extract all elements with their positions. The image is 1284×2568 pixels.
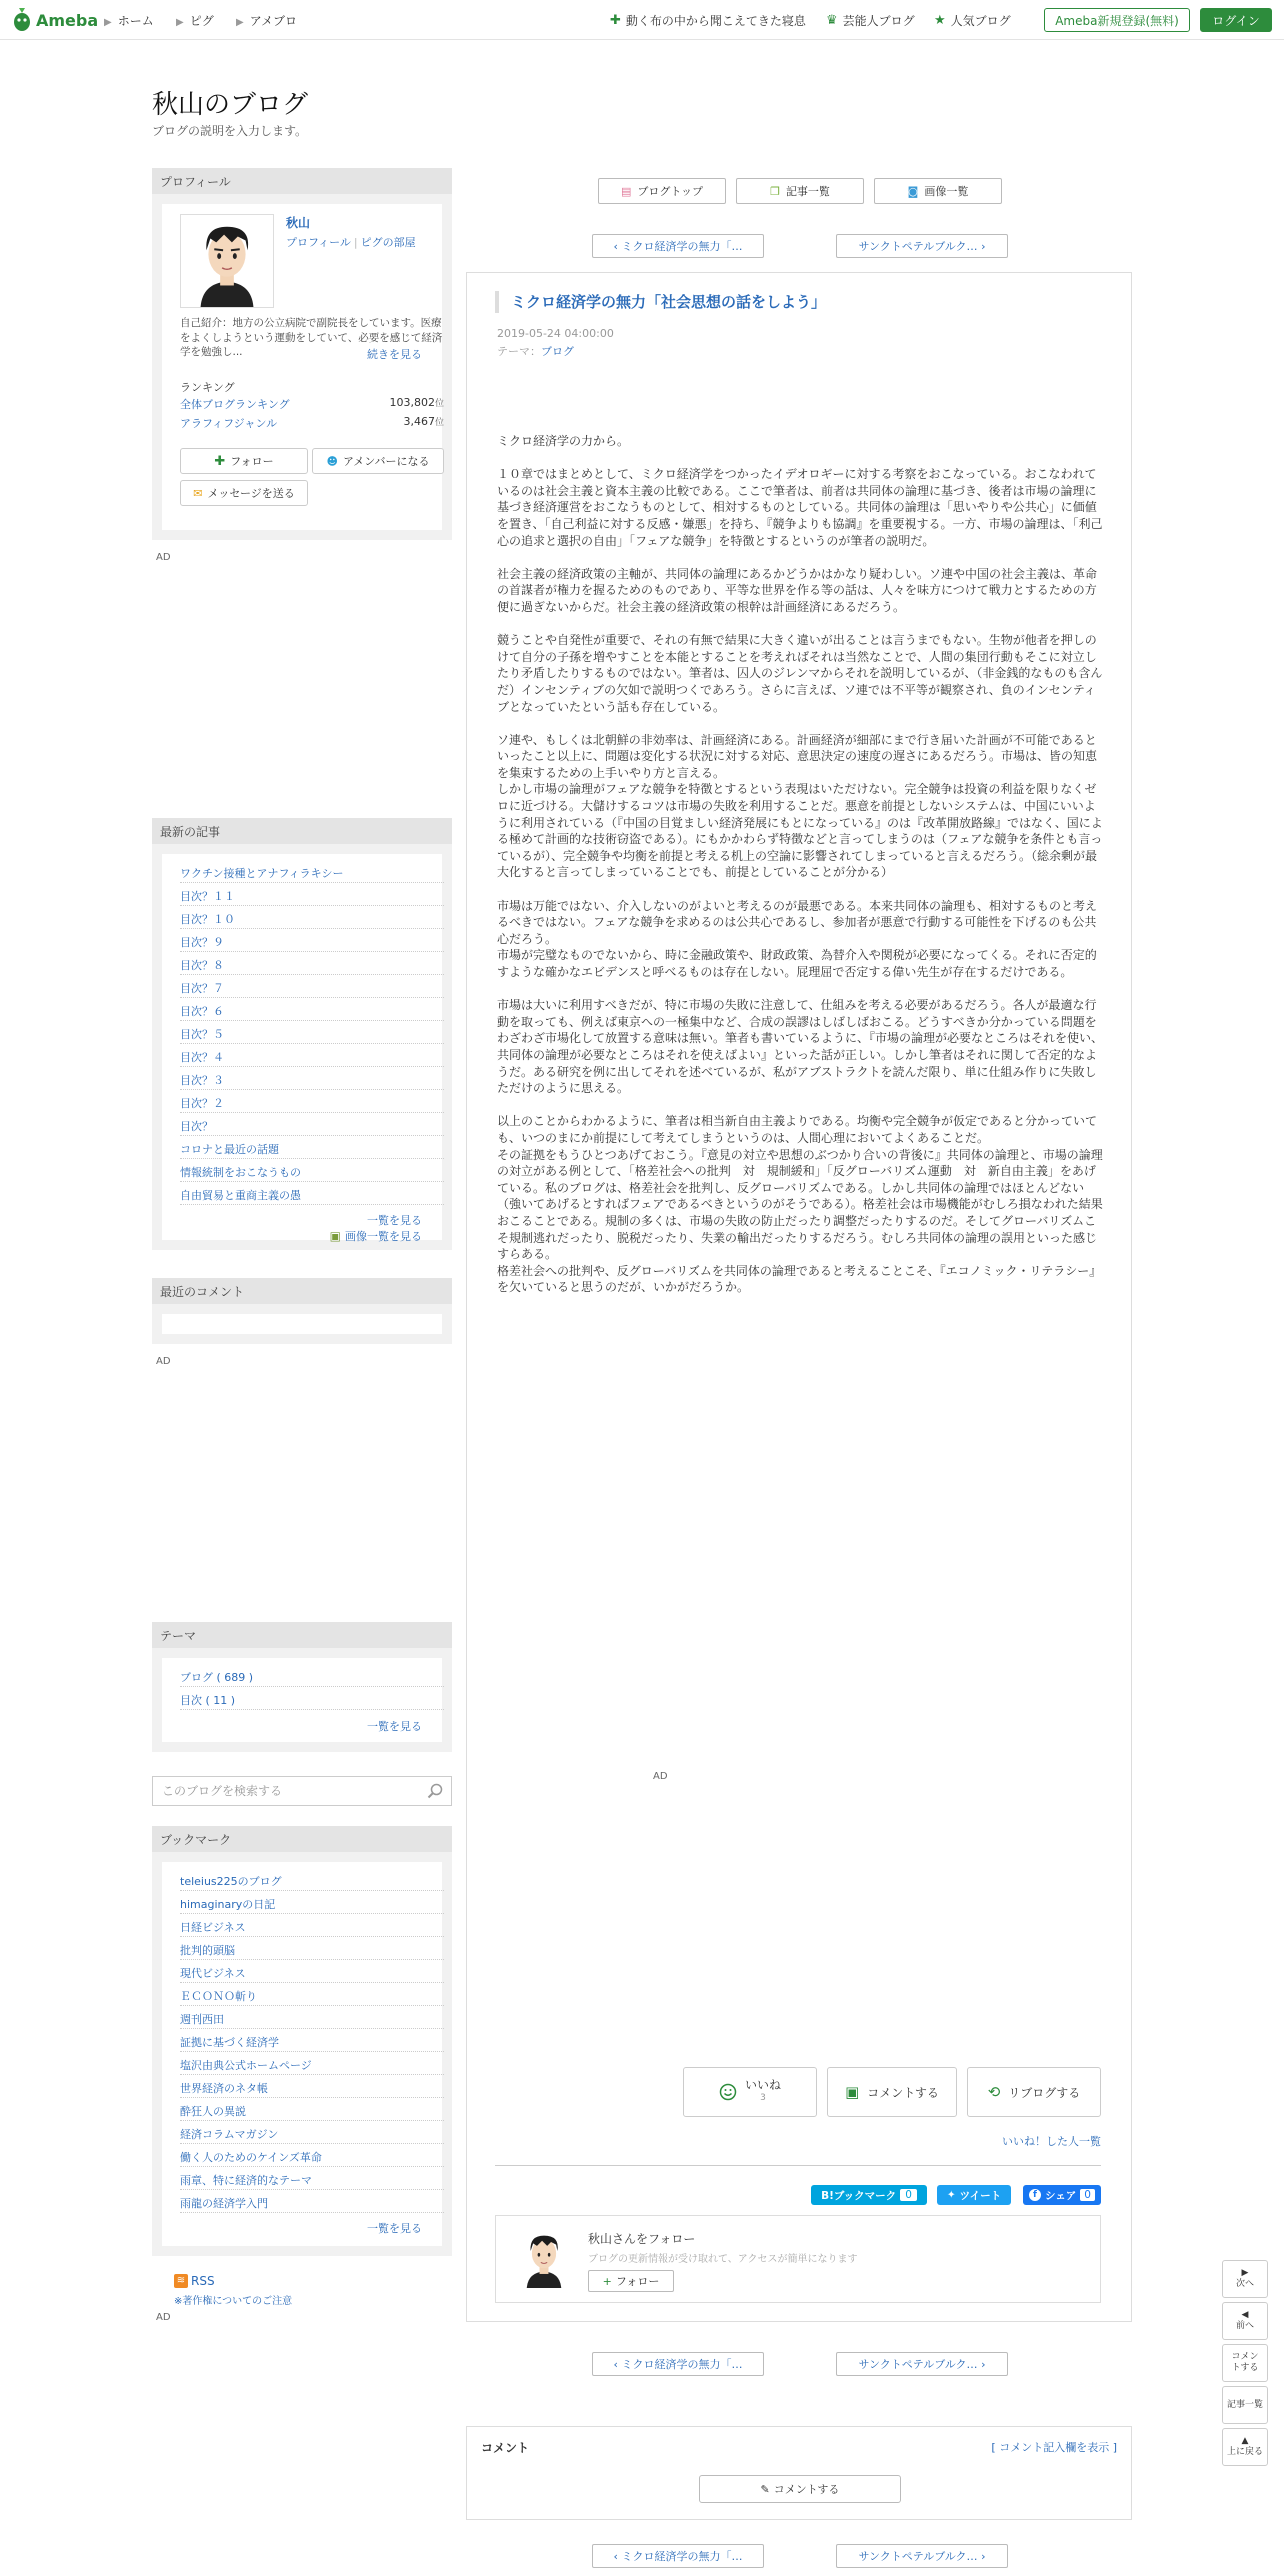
write-comment-button[interactable]: ✎ コメントする	[699, 2475, 901, 2503]
signup-button[interactable]: Ameba新規登録(無料)	[1044, 8, 1190, 32]
recent-comments-heading: 最近のコメント	[152, 1278, 452, 1304]
list-item[interactable]: 目次？	[180, 1113, 444, 1136]
recent-comments-box	[152, 1304, 452, 1344]
list-item[interactable]: 経済コラムマガジン	[180, 2121, 444, 2144]
entry-paragraph: １０章ではまとめとして、ミクロ経済学をつかったイデオロギーに対する考察をおこなっている。おこなわれているのは社会主義と資本主義の比較である。ここで筆者は、前者は共同体の論理に基づき、後者は市場の論理に基づき経済運営をおこなうものとして、相対するものとしている。共同体の論理は「思いやりや公共心」に価値を置き、「自己利益に対する反感・嫌悪」を持ち、『競争よりも協調』を重要視する。一方、市場の論理は、「利己心の追求と選択の自由」「フェアな競争」を特徴とするというのが筆者の説明だ。	[497, 467, 1103, 548]
chevron-right-icon: ›	[981, 2357, 986, 2371]
list-item[interactable]: 目次？６	[180, 998, 444, 1021]
copyright-notice-link[interactable]: ※著作権についてのご注意	[174, 2296, 293, 2307]
image-icon: ▣	[329, 1229, 341, 1243]
profile-intro: 自己紹介：地方の公立病院で副院長をしています。医療をよくしようという運動をしていて、必要を感じて経済学を勉強し...	[180, 317, 443, 358]
recent-articles-heading: 最新の記事	[152, 818, 452, 844]
list-item[interactable]: 目次？５	[180, 1021, 444, 1044]
entry-title[interactable]: ミクロ経済学の無力「社会思想の話をしよう」	[495, 291, 1101, 313]
ranking-value: 103,802	[389, 396, 435, 409]
list-item[interactable]: himaginaryの日記	[180, 1891, 444, 1914]
list-item[interactable]: 目次？９	[180, 929, 444, 952]
list-item[interactable]: teleius225のブログ	[180, 1868, 444, 1891]
list-item[interactable]: 目次？４	[180, 1044, 444, 1067]
float-prev-button[interactable]: ◀ 前へ	[1222, 2302, 1268, 2340]
nav-ameblo[interactable]: ▶ アメブロ	[236, 14, 297, 28]
ad-label: AD	[156, 1356, 171, 1367]
list-item[interactable]: 現代ビジネス	[180, 1960, 444, 1983]
hatena-bookmark-button[interactable]: B!ブックマーク 0	[811, 2185, 927, 2205]
profile-heading: プロフィール	[152, 168, 452, 194]
list-item[interactable]: ワクチン接種とアナフィラキシー	[180, 860, 444, 883]
ameba-leaf-icon	[12, 8, 32, 32]
chevron-left-icon: ‹	[613, 2549, 618, 2563]
divider	[495, 2165, 1101, 2166]
chevron-left-icon: ‹	[613, 239, 618, 253]
profile-more-link[interactable]: 続きを見る	[367, 348, 422, 361]
global-header	[0, 0, 1284, 40]
list-item[interactable]: 日経ビジネス	[180, 1914, 444, 1937]
entry-theme-link[interactable]: ブログ	[541, 345, 574, 358]
triangle-right-icon: ▶	[1241, 2268, 1249, 2278]
follow-card-button[interactable]: + フォロー	[588, 2270, 674, 2292]
twitter-icon: ✦	[946, 2189, 956, 2201]
trend-topic-link[interactable]: ✚ 動く布の中から聞こえてきた寝息	[610, 13, 806, 28]
avatar[interactable]	[514, 2228, 574, 2288]
tweet-button[interactable]: ✦ ツイート	[937, 2185, 1011, 2205]
avatar[interactable]	[180, 214, 274, 308]
facebook-icon: f	[1029, 2189, 1041, 2201]
entry-paragraph: 社会主義の経済政策の主軸が、共同体の論理にあるかどうかはかなり疑わしい。ソ連や中国の社会主義は、革命の首謀者が権力を握るためのものであり、平等な世界を作る等の話は、人々を味方につけて戦力とするための方便に過ぎないからだ。社会主義の経済政策の根幹は計画経済にあるだろう。	[497, 566, 1098, 614]
follow-card-desc: ブログの更新情報が受け取れて、アクセスが簡単になります	[588, 2254, 858, 2265]
blog-entry	[466, 272, 1132, 2322]
list-item[interactable]: 塩沢由典公式ホームページ	[180, 2052, 444, 2075]
triangle-up-icon: ▲	[1241, 2436, 1249, 2446]
hatena-count: 0	[900, 2189, 917, 2201]
rss-link[interactable]: ≋ RSS	[174, 2274, 215, 2288]
speech-bubble-icon: ▣	[845, 2083, 860, 2101]
prev-article-link[interactable]: ‹ ミクロ経済学の無力「…	[592, 234, 764, 258]
list-item[interactable]: コロナと最近の話題	[180, 1136, 444, 1159]
nav-home[interactable]: ▶ ホーム	[104, 14, 154, 28]
recent-articles-list	[180, 860, 444, 1205]
follow-card-title: 秋山さんをフォロー	[588, 2232, 696, 2246]
login-button[interactable]: ログイン	[1200, 8, 1272, 32]
list-item[interactable]: 目次？１１	[180, 883, 444, 906]
themes-heading: テーマ	[152, 1622, 452, 1648]
list-item[interactable]: 雨章、特に経済的なテーマ	[180, 2167, 444, 2190]
blog-top-button[interactable]: ▤ ブログトップ	[598, 178, 726, 204]
image-list-button[interactable]: ◙ 画像一覧	[874, 178, 1002, 204]
chevron-left-icon: ‹	[613, 2357, 618, 2371]
nav-pigg[interactable]: ▶ ピグ	[176, 14, 214, 28]
like-button[interactable]: いいね 3	[683, 2067, 817, 2117]
list-item[interactable]: ＥＣＯＮＯ斬り	[180, 1983, 444, 2006]
images-more-link[interactable]: ▣ 画像一覧を見る	[329, 1229, 422, 1243]
ranking-label[interactable]: 全体ブログランキング	[180, 398, 290, 411]
float-top-button[interactable]: ▲ 上に戻る	[1222, 2428, 1268, 2466]
ad-label: AD	[653, 1771, 668, 1782]
amember-button[interactable]: ☻ アメンバーになる	[312, 448, 444, 474]
themes-more-link[interactable]: 一覧を見る	[367, 1720, 422, 1733]
profile-links: プロフィール | ピグの部屋	[286, 236, 416, 249]
speech-bubble-icon: ✎	[760, 2482, 770, 2496]
entry-paragraph: 市場は万能ではない、介入しないのがよいと考えるのが最悪である。本来共同体の論理も、相対するものと考えるべきではない。フェアな競争を求めるのは公共心であるし、参加者が悪意で行動する可能性を下げるのも公共心だろう。 市場が完璧なものでないから、時に金融政策や、財政政策、為替介入や関税が必要になってくる。それに否定的すような確かなエビデンスと呼べるものは存在しない。屁理屈で否定する偉い先生が存在するだけである。	[497, 898, 1098, 979]
plus-icon: ✚	[214, 453, 226, 469]
list-item[interactable]: 酔狂人の異説	[180, 2098, 444, 2121]
articles-more-link[interactable]: 一覧を見る	[367, 1214, 422, 1227]
comments-heading: コメント	[481, 2441, 530, 2455]
celebrity-blog-link[interactable]: ♛ 芸能人ブログ	[826, 13, 915, 28]
comment-button[interactable]: ▣ コメントする	[827, 2067, 957, 2117]
star-icon: ★	[934, 13, 946, 28]
pigg-room-link[interactable]: ピグの部屋	[360, 236, 416, 249]
reblog-icon: ⟲	[987, 2083, 1001, 2101]
list-item[interactable]: 情報統制をおこなうもの	[180, 1159, 444, 1182]
entry-paragraph: 市場は大いに利用すべきだが、特に市場の失敗に注意して、仕組みを考える必要があるだろう。各人が最適な行動を取っても、例えば東京への一極集中など、合成の誤謬はしばしばおこる。どうすべきか分かっている問題をわざわざ市場化して放置する意味は無い。筆者も書いているように、『市場の論理が必要なところはそれを使い、共同体の論理が必要なところはそれを使えばよい』といった話が正しい。しかし筆者はそれに関して否定的なようだ。ある研究を例に出してそれを述べているが、私がアブストラクトを読んだ限り、単に仕組み作りに失敗しただけのように思える。	[497, 998, 1104, 1096]
avatar-character-icon	[181, 215, 273, 307]
blog-description: ブログの説明を入力します。	[152, 124, 308, 138]
recent-articles-box	[152, 844, 452, 1250]
blog-search	[152, 1776, 452, 1806]
popular-blog-link[interactable]: ★ 人気ブログ	[934, 13, 1011, 28]
bookmarks-box	[152, 1852, 452, 2256]
bookmarks-heading: ブックマーク	[152, 1826, 452, 1852]
ranking-row-genre: アラフィフジャンル 3,467位	[180, 415, 444, 430]
like-count: 3	[760, 2093, 766, 2103]
rss-icon: ≋	[174, 2274, 188, 2288]
entry-paragraph: 以上のことからわかるように、筆者は相当新自由主義よりである。均衡や完全競争が仮定であると分かっていても、いつのまにか前提にして考えてしまうというのは、人間心理においてよくあることだ。 その証拠をもうひとつあげておこう。『意見の対立や思想のぶつかり合いの背後に』共同体の論理と、市場の論理の対立がある例として、「格差社会への批判 対 規制緩和」「反グローバリズム運動 対 新自由主義」をあげている。私のブログは、格差社会を批判し、反グローバリズムである。しかし共同体の論理ではほとんどない（強いてあげるとすればフェアであるべきというのがそうである）。格差社会は市場機能がむしろ損なわれた結果おこることである。規制の多くは、市場の失敗の防止だったり調整だったりするのだ。そしてグローバリズムこそ規制逃れだったり、脱税だったり、失業の輸出だったりするだろう。むしろ共同体の論理の誤用といった感じすらある。 格差社会への批判や、反グローバリズムを共同体の論理であると考えることこそ、『エコノミック・リテラシー』を欠いていると思うのだが、いかがだろうか。	[497, 1114, 1103, 1295]
entry-paragraph: ソ連や、もしくは北朝鮮の非効率は、計画経済にある。計画経済が細部にまで行き届いた計画が不可能であるといったこと以上に、問題は変化する状況に対する対応、意思決定の速度の遅さにあるだろう。市場は、皆の知恵を集束するための上手いやり方と言える。 しかし市場の論理がフェアな競争を特徴とするという表現はいただけない。完全競争は投資の利益を限りなくゼロに近づける。大儲けするコツは市場の失敗を利用することだ。悪意を前提としないシステムは、中国にいいように利用されている（『中国の目覚ましい経済発展にもとになっている』のは『改革開放路線』ではなく、国による極めて計画的な技術窃盗である）。にもかかわらず特徴などと言ってしまうのは（フェアな競争を条件とも言っているが）、完全競争や均衡を前提と考える机上の空論に影響されてしまっていると言えるだろう。（総余剰が最大化すると言ってしまっていることでも、前提としていることが分かる）	[497, 732, 1103, 880]
triangle-left-icon: ◀	[1241, 2310, 1249, 2320]
list-item[interactable]: 目次？１０	[180, 906, 444, 929]
smile-icon	[719, 2083, 737, 2101]
follow-card	[495, 2215, 1101, 2303]
list-item[interactable]: 証拠に基づく経済学	[180, 2029, 444, 2052]
plus-icon: +	[602, 2274, 612, 2288]
show-comment-form-link[interactable]: [ コメント記入欄を表示 ]	[991, 2441, 1117, 2454]
list-item[interactable]: 目次？８	[180, 952, 444, 975]
avatar-character-icon	[514, 2228, 574, 2288]
list-item[interactable]: 批判的頭脳	[180, 1937, 444, 1960]
entry-theme: テーマ：ブログ	[497, 345, 574, 358]
follow-button[interactable]: ✚ フォロー	[180, 448, 308, 474]
envelope-icon: ✉	[193, 486, 203, 500]
list-item[interactable]: 働く人のためのケインズ革命	[180, 2144, 444, 2167]
comments-section	[466, 2426, 1132, 2520]
entry-date: 2019-05-24 04:00:00	[497, 327, 614, 340]
prev-article-link[interactable]: ‹ ミクロ経済学の無力「…	[592, 2544, 764, 2568]
bookmarks-more-link[interactable]: 一覧を見る	[367, 2222, 422, 2235]
prev-article-link[interactable]: ‹ ミクロ経済学の無力「…	[592, 2352, 764, 2376]
profile-name[interactable]: 秋山	[286, 216, 311, 230]
ad-label: AD	[156, 2312, 171, 2323]
next-article-link[interactable]: サンクトペテルブルク… ›	[836, 2544, 1008, 2568]
bookmarks-list	[180, 1868, 444, 2213]
message-button[interactable]: ✉ メッセージを送る	[180, 480, 308, 506]
list-item[interactable]: 雨龍の経済学入門	[180, 2190, 444, 2213]
blog-top-icon: ▤	[620, 184, 632, 198]
chevron-right-icon: ›	[981, 2549, 986, 2563]
list-item[interactable]: ブログ ( 689 )	[180, 1664, 444, 1687]
ranking-label[interactable]: アラフィフジャンル	[180, 417, 278, 430]
search-input[interactable]	[154, 1778, 414, 1804]
liked-users-link[interactable]: いいね！した人一覧	[1002, 2135, 1101, 2148]
list-item[interactable]: 世界経済のネタ帳	[180, 2075, 444, 2098]
amember-icon: ☻	[326, 454, 338, 468]
themes-list	[180, 1664, 444, 1710]
next-article-link[interactable]: サンクトペテルブルク… ›	[836, 2352, 1008, 2376]
blog-title[interactable]: 秋山のブログ	[152, 90, 309, 120]
ranking-title: ランキング	[180, 381, 235, 394]
article-list-button[interactable]: ❐ 記事一覧	[736, 178, 864, 204]
plus-star-icon: ✚	[610, 13, 621, 28]
facebook-count: 0	[1080, 2189, 1095, 2201]
chevron-right-icon: ›	[981, 239, 986, 253]
themes-box	[152, 1648, 452, 1752]
entry-body	[497, 433, 1103, 1312]
list-item[interactable]: 目次？７	[180, 975, 444, 998]
list-item[interactable]: 週刊西田	[180, 2006, 444, 2029]
facebook-share-button[interactable]: f シェア 0	[1023, 2185, 1101, 2205]
crown-icon: ♛	[826, 13, 838, 28]
ameba-logo-text: Ameba	[36, 10, 99, 30]
list-item[interactable]: 目次？３	[180, 1067, 444, 1090]
reblog-button[interactable]: ⟲ リブログする	[967, 2067, 1101, 2117]
entry-paragraph: ミクロ経済学の力から。	[497, 434, 630, 448]
list-item[interactable]: 目次？２	[180, 1090, 444, 1113]
float-next-button[interactable]: ▶ 次へ	[1222, 2260, 1268, 2298]
camera-icon: ◙	[907, 184, 919, 198]
list-item[interactable]: 自由貿易と重商主義の愚	[180, 1182, 444, 1205]
list-item[interactable]: 目次 ( 11 )	[180, 1687, 444, 1710]
ranking-value: 3,467	[403, 415, 435, 428]
profile-link[interactable]: プロフィール	[286, 236, 351, 249]
float-list-button[interactable]: 記事一覧	[1222, 2386, 1268, 2424]
ameba-logo[interactable]	[12, 8, 98, 32]
search-icon[interactable]	[427, 1783, 443, 1799]
ranking-row-overall: 全体ブログランキング 103,802位	[180, 396, 444, 411]
next-article-link[interactable]: サンクトペテルブルク… ›	[836, 234, 1008, 258]
article-list-icon: ❐	[770, 184, 780, 198]
profile-box	[152, 194, 452, 540]
float-comment-button[interactable]: コメントする	[1222, 2344, 1268, 2382]
ad-label: AD	[156, 552, 171, 563]
entry-paragraph: 競うことや自発性が重要で、それの有無で結果に大きく違いが出ることは言うまでもない。生物が他者を押しのけて自分の子孫を増やすことを本能とすることを考えればそれは当然なことで、人間の集団行動もそこに対立したり矛盾したりするものではない。筆者は、囚人のジレンマからそれを説明しているが、（非金銭的なものも含んだ）インセンティブの欠如で説明つくであろう。さらに言えば、ソ連では不平等が観察され、負のインセンティブとなっていたという話も存在している。	[497, 633, 1103, 714]
